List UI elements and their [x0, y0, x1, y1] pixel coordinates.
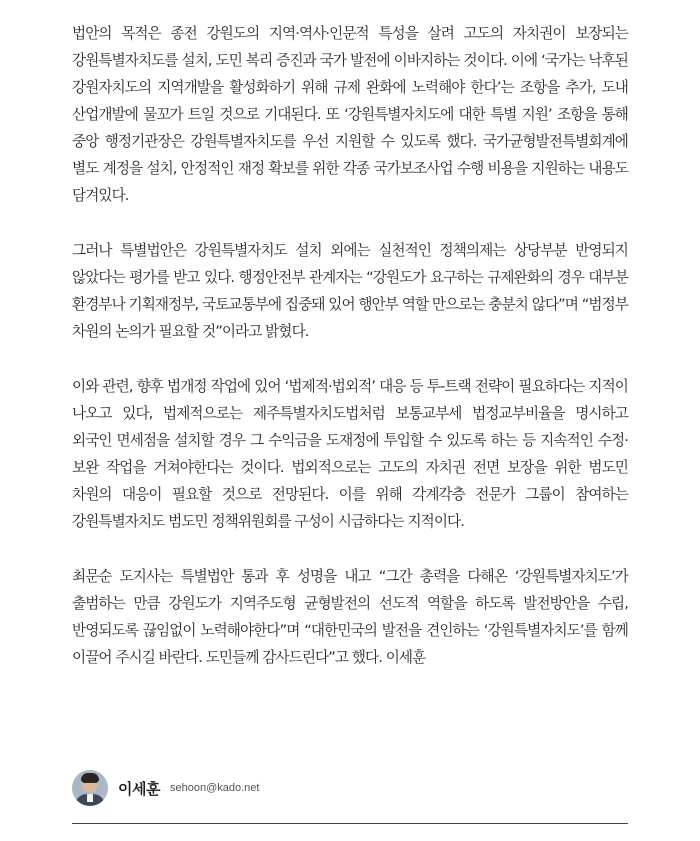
author-avatar [72, 770, 108, 806]
article-paragraph-4: 최문순 도지사는 특별법안 통과 후 성명을 내고 “그간 총력을 다해온 ‘강원특별자치도’가 출범하는 만큼 강원도가 지역주도형 균형발전의 선도적 역할을 하도록 발전방안을 수립, 반영되도록 끊임없이 노력해야한다”며 “대한민국의 발전을 견인하는 ‘강원특별자치도’를 함께 이끌어 주시길 바란다. 도민들께 감사드린다”고 했다. 이세훈 [72, 568, 628, 666]
article-paragraph-1: 법안의 목적은 종전 강원도의 지역·역사·인문적 특성을 살려 고도의 자치권이 보장되는 강원특별자치도를 설치, 도민 복리 증진과 국가 발전에 이바지하는 것이다. 이에 ‘국가는 낙후된 강원자치도의 지역개발을 활성화하기 위해 규제 완화에 노력해야 한다’는 조항을 추가, 도내 산업개발에 물꼬가 트일 것으로 기대된다. 또 ‘강원특별자치도에 대한 특별 지원’ 조항을 통해 중앙 행정기관장은 강원특별자치도를 우선 지원할 수 있도록 했다. 국가균형발전특별회계에 별도 계정을 설치, 안정적인 재정 확보를 위한 각종 국가보조사업 수행 비용을 지원하는 내용도 담겨있다. [72, 25, 628, 204]
article-paragraph-3: 이와 관련, 향후 법개정 작업에 있어 ‘법제적·법외적’ 대응 등 투-트랙 전략이 필요하다는 지적이 나오고 있다, 법제적으로는 제주특별자치도법처럼 보통교부세 법정교부비율을 명시하고 외국인 면세점을 설치할 경우 그 수익금을 도재정에 투입할 수 있도록 하는 등 지속적인 수정·보완 작업을 거쳐야한다는 것이다. 법외적으로는 고도의 자치권 전면 보장을 위한 범도민 차원의 대응이 필요할 것으로 전망된다. 이를 위해 각계각층 전문가 그룹이 참여하는 강원특별자치도 범도민 정책위원회를 구성이 시급하다는 지적이다. [72, 378, 628, 530]
author-email[interactable]: sehoon@kado.net [169, 782, 260, 794]
author-name: 이세훈 [118, 779, 160, 798]
author-byline [72, 770, 259, 806]
article-body [72, 20, 628, 699]
footer-divider [72, 823, 628, 824]
article-paragraph-2: 그러나 특별법안은 강원특별자치도 설치 외에는 실천적인 정책의제는 상당부분 반영되지 않았다는 평가를 받고 있다. 행정안전부 관계자는 “강원도가 요구하는 규제완화의 경우 대부분 환경부나 기획재정부, 국토교통부에 집중돼 있어 행안부 역할 만으로는 충분치 않다”며 “범정부 차원의 논의가 필요할 것”이라고 밝혔다. [72, 242, 628, 340]
